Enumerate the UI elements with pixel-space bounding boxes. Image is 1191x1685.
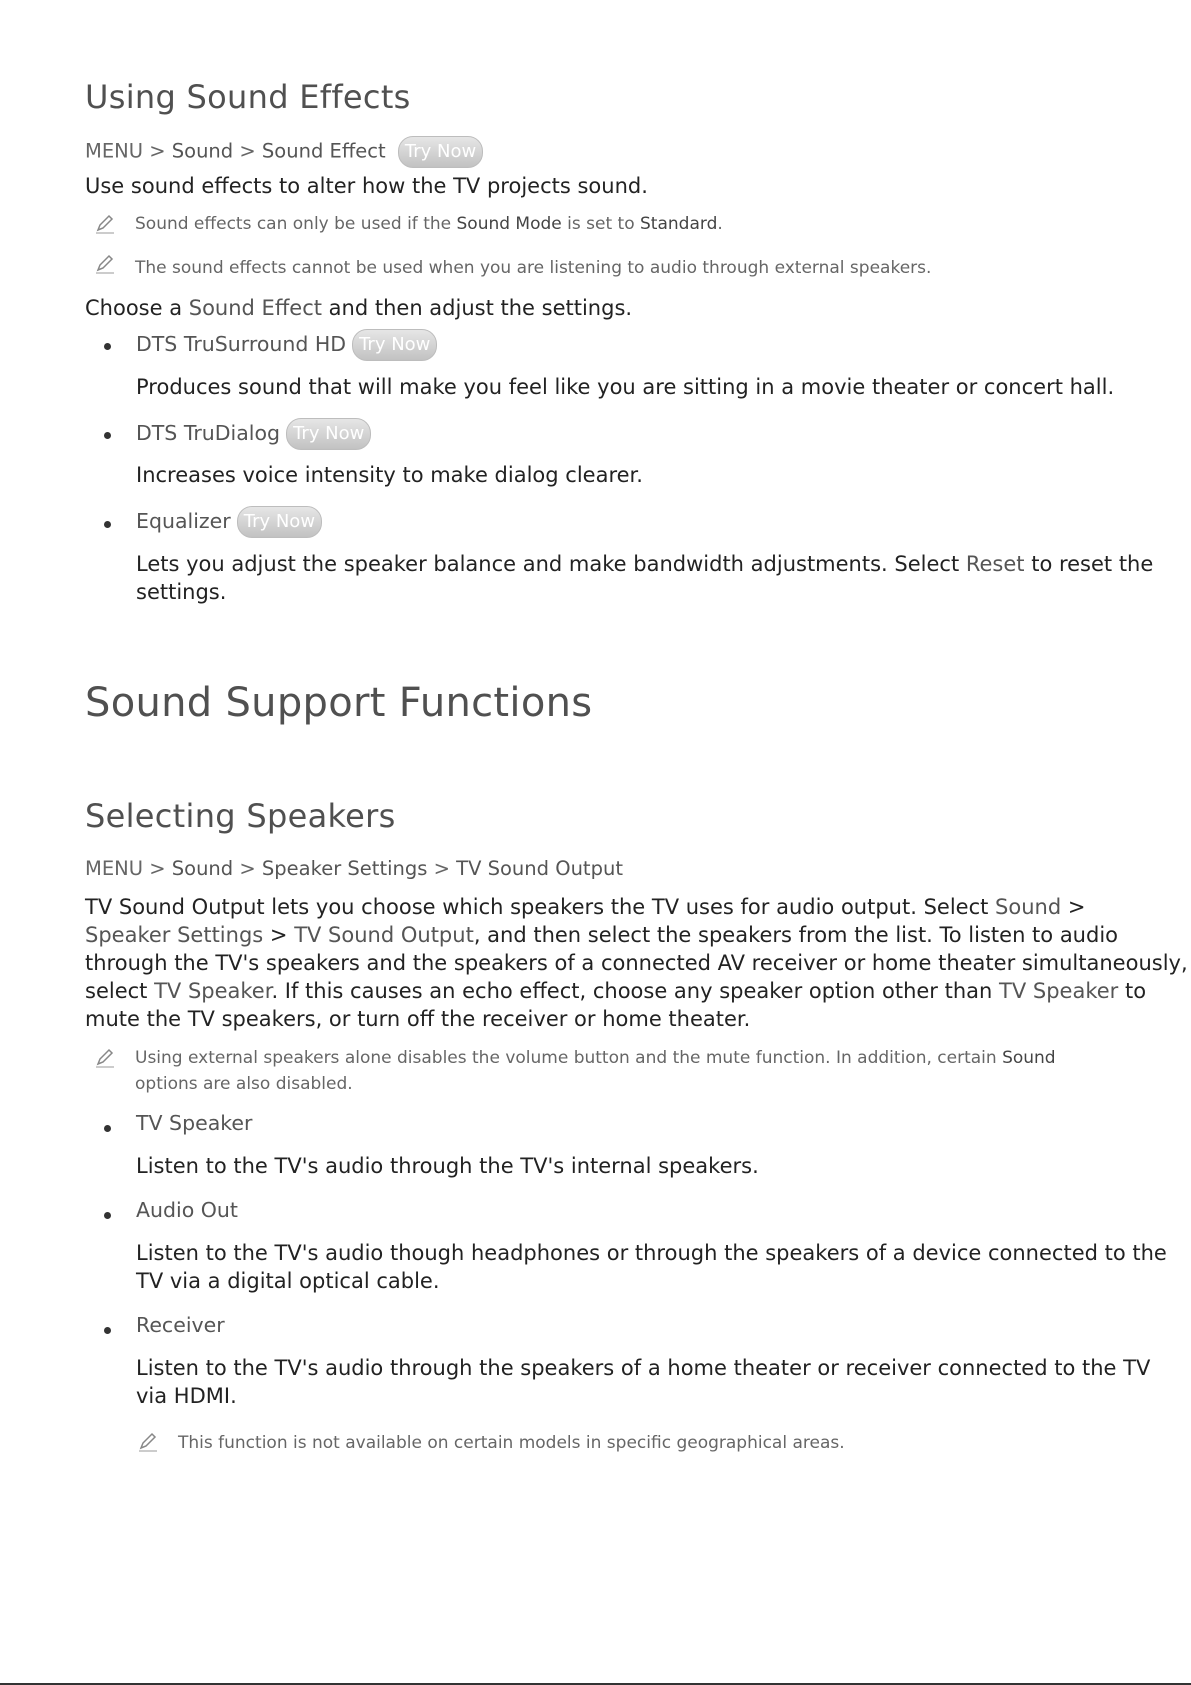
desc-receiver-line2: via HDMI. bbox=[136, 1384, 237, 1408]
menu-path-tv-sound-output: MENU > Sound > Speaker Settings > TV Sound Output bbox=[85, 857, 623, 880]
desc-audio-out-line1: Listen to the TV's audio though headphones or through the speakers of a device connected to the bbox=[136, 1241, 1167, 1265]
pencil-note-icon bbox=[94, 1046, 116, 1068]
menu-path-sound-effect bbox=[85, 136, 483, 168]
list-item-dts-trudialog: DTS TruDialog Try Now bbox=[136, 418, 371, 450]
desc-hl-reset: Reset bbox=[965, 552, 1025, 576]
note-options-disabled: options are also disabled. bbox=[135, 1074, 353, 1094]
try-now-button[interactable]: Try Now bbox=[352, 329, 437, 361]
desc-tv-speaker: Listen to the TV's audio through the TV's internal speakers. bbox=[136, 1154, 759, 1178]
section-title-selecting-speakers: Selecting Speakers bbox=[85, 797, 396, 835]
choose-hl-sound-effect: Sound Effect bbox=[188, 296, 322, 320]
path-menu: MENU bbox=[85, 139, 144, 163]
bullet-dot bbox=[104, 432, 111, 439]
bullet-dot bbox=[104, 1125, 111, 1132]
choose-sound-effect-text: Choose a Sound Effect and then adjust the settings. bbox=[85, 296, 633, 320]
list-item-receiver: Receiver bbox=[136, 1313, 225, 1337]
para-line-4: select TV Speaker. If this causes an echo effect, choose any speaker option other than TV Speaker to bbox=[85, 979, 1147, 1003]
path-sound: Sound bbox=[171, 139, 234, 163]
bullet-dot bbox=[104, 343, 111, 350]
note-not-available: This function is not available on certain models in specific geographical areas. bbox=[178, 1433, 845, 1453]
desc-audio-out-line2: TV via a digital optical cable. bbox=[136, 1269, 440, 1293]
list-item-tv-speaker: TV Speaker bbox=[136, 1111, 253, 1135]
note-hl-standard: Standard bbox=[640, 214, 718, 234]
bullet-dot bbox=[104, 1327, 111, 1334]
pencil-note-icon bbox=[94, 212, 116, 234]
desc-receiver-line1: Listen to the TV's audio through the speakers of a home theater or receiver connected to the TV bbox=[136, 1356, 1151, 1380]
note-sound-mode: Sound effects can only be used if the Sound Mode is set to Standard. bbox=[135, 214, 723, 234]
list-item-dts-trusurround: DTS TruSurround HD Try Now bbox=[136, 329, 437, 361]
list-item-equalizer: Equalizer Try Now bbox=[136, 506, 322, 538]
pencil-note-icon bbox=[94, 252, 116, 274]
section-title-sound-support-functions: Sound Support Functions bbox=[85, 680, 593, 726]
section-title-using-sound-effects: Using Sound Effects bbox=[85, 78, 411, 116]
note-external-speakers: The sound effects cannot be used when you are listening to audio through external speakers. bbox=[135, 258, 932, 278]
desc-equalizer-line2: settings. bbox=[136, 580, 227, 604]
para-line-5: mute the TV speakers, or turn off the receiver or home theater. bbox=[85, 1007, 751, 1031]
desc-dts-trudialog: Increases voice intensity to make dialog clearer. bbox=[136, 463, 643, 487]
desc-equalizer: Lets you adjust the speaker balance and make bandwidth adjustments. Select Reset to reset the bbox=[136, 552, 1154, 576]
note-hl-sound-mode: Sound Mode bbox=[456, 214, 562, 234]
bullet-dot bbox=[104, 521, 111, 528]
para-line-2: Speaker Settings > TV Sound Output, and then select the speakers from the list. To listen to audio bbox=[85, 923, 1119, 947]
pencil-note-icon bbox=[137, 1430, 159, 1452]
path-sound-effect: Sound Effect bbox=[261, 139, 386, 163]
list-item-audio-out: Audio Out bbox=[136, 1198, 238, 1222]
intro-text: Use sound effects to alter how the TV projects sound. bbox=[85, 174, 648, 198]
try-now-button[interactable]: Try Now bbox=[398, 136, 483, 168]
bullet-dot bbox=[104, 1212, 111, 1219]
para-line-1: TV Sound Output lets you choose which speakers the TV uses for audio output. Select Sound > bbox=[85, 895, 1086, 919]
note-external-speakers-disable: Using external speakers alone disables the volume button and the mute function. In addition, certain Sound bbox=[135, 1048, 1056, 1068]
desc-dts-trusurround: Produces sound that will make you feel like you are sitting in a movie theater or concert hall. bbox=[136, 375, 1115, 399]
para-line-3: through the TV's speakers and the speakers of a connected AV receiver or home theater simultaneously, bbox=[85, 951, 1188, 975]
path-sep: > bbox=[149, 139, 166, 163]
try-now-button[interactable]: Try Now bbox=[237, 506, 322, 538]
path-sep: > bbox=[239, 139, 256, 163]
try-now-button[interactable]: Try Now bbox=[286, 418, 371, 450]
